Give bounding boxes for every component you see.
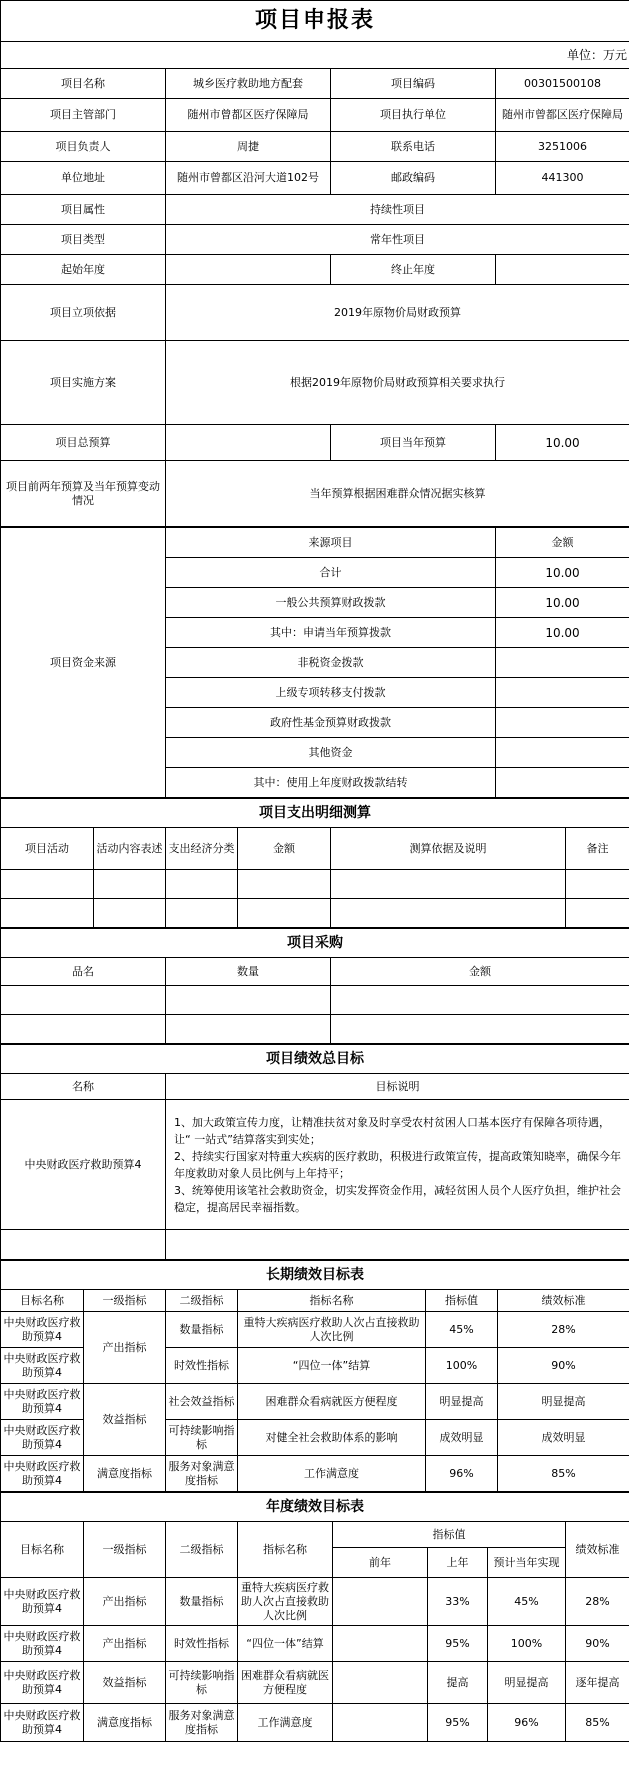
level2-indicator: 服务对象满意度指标 <box>166 1704 238 1742</box>
table-row <box>1 1578 629 1626</box>
dept-value: 随州市曾都区医疗保障局 <box>166 99 331 132</box>
performance-standard: 逐年提高 <box>566 1662 629 1704</box>
performance-standard: 成效明显 <box>498 1420 629 1456</box>
basis-label: 项目立项依据 <box>1 285 166 341</box>
level1-indicator: 满意度指标 <box>84 1456 166 1492</box>
prev1-value: 提高 <box>428 1662 488 1704</box>
target-name: 中央财政医疗救助预算4 <box>1 1420 84 1456</box>
level2-indicator: 服务对象满意度指标 <box>166 1456 238 1492</box>
metric-name: 困难群众看病就医方便程度 <box>238 1384 426 1420</box>
expense-table <box>0 798 629 928</box>
table-row <box>1 1456 629 1492</box>
metric-value: 100% <box>426 1348 498 1384</box>
project-code-label: 项目编码 <box>331 69 496 99</box>
target-name: 中央财政医疗救助预算4 <box>1 1456 84 1492</box>
total-budget-label: 项目总预算 <box>1 425 166 461</box>
end-year-label: 终止年度 <box>331 255 496 285</box>
metric-value: 45% <box>426 1312 498 1348</box>
attr-label: 项目属性 <box>1 195 166 225</box>
annual-header: 一级指标 <box>84 1522 166 1578</box>
prev2-value <box>333 1662 428 1704</box>
purchase-header: 品名 <box>1 958 166 986</box>
funding-amount-header: 金额 <box>496 528 629 558</box>
funding-row-amount <box>496 768 629 798</box>
current-budget-label: 项目当年预算 <box>331 425 496 461</box>
annual-header: 二级指标 <box>166 1522 238 1578</box>
funding-table <box>0 527 629 798</box>
metric-name: 工作满意度 <box>238 1456 426 1492</box>
expected-value: 明显提高 <box>488 1662 566 1704</box>
funding-row-name: 非税资金拨款 <box>166 648 496 678</box>
longterm-header: 指标名称 <box>238 1290 426 1312</box>
expense-header: 金额 <box>238 828 331 870</box>
table-row <box>1 986 629 1015</box>
phone-value: 3251006 <box>496 132 629 162</box>
performance-standard: 90% <box>498 1348 629 1384</box>
level2-indicator: 数量指标 <box>166 1312 238 1348</box>
metric-name: 对健全社会救助体系的影响 <box>238 1420 426 1456</box>
performance-standard: 85% <box>566 1704 629 1742</box>
table-row <box>1 1230 629 1260</box>
phone-label: 联系电话 <box>331 132 496 162</box>
annual-subheader: 预计当年实现 <box>488 1548 566 1578</box>
overall-desc-header: 目标说明 <box>166 1074 629 1100</box>
metric-value: 明显提高 <box>426 1384 498 1420</box>
longterm-header: 目标名称 <box>1 1290 84 1312</box>
attr-value: 持续性项目 <box>166 195 629 225</box>
target-name: 中央财政医疗救助预算4 <box>1 1626 84 1662</box>
metric-name: “四位一体”结算 <box>238 1348 426 1384</box>
purchase-header: 数量 <box>166 958 331 986</box>
unit-label: 单位：万元 <box>1 42 629 69</box>
annual-subheader: 前年 <box>333 1548 428 1578</box>
target-name: 中央财政医疗救助预算4 <box>1 1348 84 1384</box>
current-budget-value: 10.00 <box>496 425 629 461</box>
metric-value: 成效明显 <box>426 1420 498 1456</box>
funding-row-name: 合计 <box>166 558 496 588</box>
performance-standard: 28% <box>566 1578 629 1626</box>
form-title: 项目申报表 <box>1 1 629 42</box>
expected-value: 45% <box>488 1578 566 1626</box>
annual-header: 目标名称 <box>1 1522 84 1578</box>
project-code-value: 00301500108 <box>496 69 629 99</box>
level1-indicator: 产出指标 <box>84 1312 166 1384</box>
overall-name-value: 中央财政医疗救助预算4 <box>1 1100 166 1230</box>
level1-indicator: 效益指标 <box>84 1384 166 1456</box>
overall-name-header: 名称 <box>1 1074 166 1100</box>
funding-row-name: 其中：申请当年预算拨款 <box>166 618 496 648</box>
goal-line: 1、加大政策宣传力度，让精准扶贫对象及时享受农村贫困人口基本医疗有保障各项待遇，让“ 一站式”结算落实到实处； <box>174 1115 610 1146</box>
funding-row-amount <box>496 708 629 738</box>
basic-info-table <box>0 0 629 527</box>
prev2-value <box>333 1578 428 1626</box>
funding-row-amount: 10.00 <box>496 588 629 618</box>
target-name: 中央财政医疗救助预算4 <box>1 1384 84 1420</box>
target-name: 中央财政医疗救助预算4 <box>1 1704 84 1742</box>
annual-header: 指标名称 <box>238 1522 333 1578</box>
expected-value: 100% <box>488 1626 566 1662</box>
level1-indicator: 产出指标 <box>84 1626 166 1662</box>
level2-indicator: 时效性指标 <box>166 1348 238 1384</box>
funding-row-name: 其中：使用上年度财政拨款结转 <box>166 768 496 798</box>
target-name: 中央财政医疗救助预算4 <box>1 1662 84 1704</box>
prev2-value <box>333 1704 428 1742</box>
leader-value: 周捷 <box>166 132 331 162</box>
funding-row-amount <box>496 648 629 678</box>
table-row <box>1 1704 629 1742</box>
project-name-label: 项目名称 <box>1 69 166 99</box>
target-name: 中央财政医疗救助预算4 <box>1 1578 84 1626</box>
expense-section-title: 项目支出明细测算 <box>1 799 629 828</box>
metric-name: 重特大疾病医疗救助人次占直接救助人次比例 <box>238 1578 333 1626</box>
funding-row-amount: 10.00 <box>496 618 629 648</box>
address-label: 单位地址 <box>1 162 166 195</box>
funding-source-header: 来源项目 <box>166 528 496 558</box>
longterm-header: 指标值 <box>426 1290 498 1312</box>
table-row <box>1 1384 629 1420</box>
leader-label: 项目负责人 <box>1 132 166 162</box>
zip-label: 邮政编码 <box>331 162 496 195</box>
basis-value: 2019年原物价局财政预算 <box>166 285 629 341</box>
performance-standard: 明显提高 <box>498 1384 629 1420</box>
longterm-section-title: 长期绩效目标表 <box>1 1261 629 1290</box>
metric-name: 重特大疾病医疗救助人次占直接救助人次比例 <box>238 1312 426 1348</box>
annual-subheader: 上年 <box>428 1548 488 1578</box>
longterm-header: 绩效标准 <box>498 1290 629 1312</box>
table-row <box>1 1312 629 1348</box>
annual-header: 绩效标准 <box>566 1522 629 1578</box>
metric-name: 工作满意度 <box>238 1704 333 1742</box>
zip-value: 441300 <box>496 162 629 195</box>
level1-indicator: 效益指标 <box>84 1662 166 1704</box>
annual-header: 指标值 <box>333 1522 566 1548</box>
level2-indicator: 时效性指标 <box>166 1626 238 1662</box>
goal-line: 3、统筹使用该笔社会救助资金，切实发挥资金作用，减轻贫困人员个人医疗负担，维护社会稳定，提高居民幸福指数。 <box>174 1183 621 1214</box>
exec-unit-label: 项目执行单位 <box>331 99 496 132</box>
annual-section-title: 年度绩效目标表 <box>1 1493 629 1522</box>
overall-goal-table <box>0 1044 629 1260</box>
overall-section-title: 项目绩效总目标 <box>1 1045 629 1074</box>
performance-standard: 90% <box>566 1626 629 1662</box>
expense-header: 活动内容表述 <box>94 828 166 870</box>
prev1-value: 95% <box>428 1626 488 1662</box>
funding-row-amount <box>496 678 629 708</box>
metric-value: 96% <box>426 1456 498 1492</box>
project-name-value: 城乡医疗救助地方配套 <box>166 69 331 99</box>
expense-header: 测算依据及说明 <box>331 828 566 870</box>
longterm-table <box>0 1260 629 1492</box>
funding-row-name: 上级专项转移支付拨款 <box>166 678 496 708</box>
funding-row-name: 政府性基金预算财政拨款 <box>166 708 496 738</box>
plan-label: 项目实施方案 <box>1 341 166 425</box>
goal-line: 2、持续实行国家对特重大疾病的医疗救助，积极进行政策宣传，提高政策知晓率，确保今年年度救助对象人员比例与上年持平； <box>174 1149 621 1180</box>
level2-indicator: 可持续影响指标 <box>166 1420 238 1456</box>
purchase-header: 金额 <box>331 958 629 986</box>
level1-indicator: 产出指标 <box>84 1578 166 1626</box>
table-row <box>1 899 629 928</box>
level2-indicator: 可持续影响指标 <box>166 1662 238 1704</box>
funding-row-name: 一般公共预算财政拨款 <box>166 588 496 618</box>
table-row <box>1 1015 629 1044</box>
funding-row-name: 其他资金 <box>166 738 496 768</box>
annual-table <box>0 1492 629 1742</box>
level2-indicator: 社会效益指标 <box>166 1384 238 1420</box>
purchase-table <box>0 928 629 1044</box>
purchase-section-title: 项目采购 <box>1 929 629 958</box>
funding-row-amount <box>496 738 629 768</box>
table-row <box>1 1662 629 1704</box>
table-row <box>1 870 629 899</box>
expense-header: 支出经济分类 <box>166 828 238 870</box>
level2-indicator: 数量指标 <box>166 1578 238 1626</box>
performance-standard: 28% <box>498 1312 629 1348</box>
end-year-value <box>496 255 629 285</box>
expected-value: 96% <box>488 1704 566 1742</box>
type-value: 常年性项目 <box>166 225 629 255</box>
funding-label: 项目资金来源 <box>1 528 166 798</box>
total-budget-value <box>166 425 331 461</box>
prev1-value: 33% <box>428 1578 488 1626</box>
metric-name: “四位一体”结算 <box>238 1626 333 1662</box>
table-row <box>1 1626 629 1662</box>
longterm-header: 一级指标 <box>84 1290 166 1312</box>
expense-header: 项目活动 <box>1 828 94 870</box>
expense-header: 备注 <box>566 828 629 870</box>
type-label: 项目类型 <box>1 225 166 255</box>
exec-unit-value: 随州市曾都区医疗保障局 <box>496 99 629 132</box>
level1-indicator: 满意度指标 <box>84 1704 166 1742</box>
dept-label: 项目主管部门 <box>1 99 166 132</box>
metric-name: 困难群众看病就医方便程度 <box>238 1662 333 1704</box>
start-year-label: 起始年度 <box>1 255 166 285</box>
target-name: 中央财政医疗救助预算4 <box>1 1312 84 1348</box>
performance-standard: 85% <box>498 1456 629 1492</box>
prev1-value: 95% <box>428 1704 488 1742</box>
budget-change-label: 项目前两年预算及当年预算变动情况 <box>1 461 166 527</box>
plan-value: 根据2019年原物价局财政预算相关要求执行 <box>166 341 629 425</box>
budget-change-value: 当年预算根据困难群众情况据实核算 <box>166 461 629 527</box>
address-value: 随州市曾都区沿河大道102号 <box>166 162 331 195</box>
start-year-value <box>166 255 331 285</box>
overall-desc-value <box>166 1100 629 1230</box>
funding-row-amount: 10.00 <box>496 558 629 588</box>
prev2-value <box>333 1626 428 1662</box>
longterm-header: 二级指标 <box>166 1290 238 1312</box>
